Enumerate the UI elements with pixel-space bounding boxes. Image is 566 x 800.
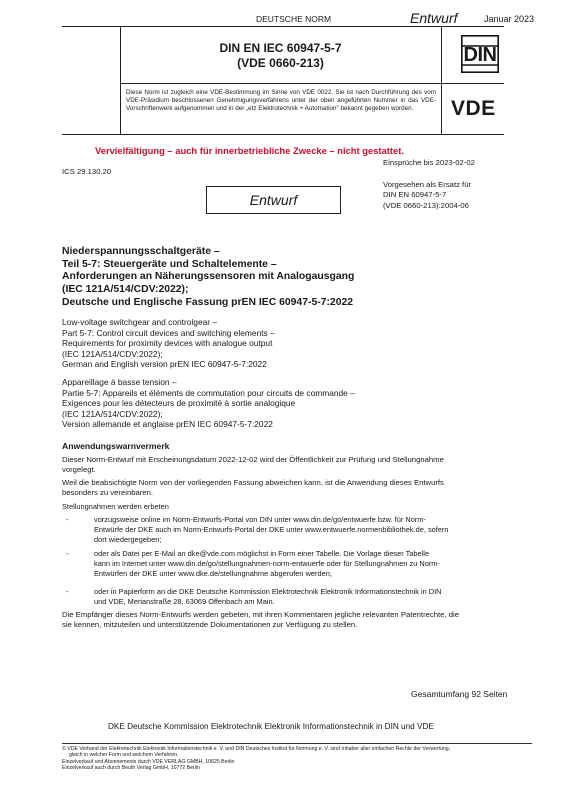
committee-name: DKE Deutsche Kommission Elektrotechnik Elektronik Informationstechnik in DIN und VDE	[108, 722, 434, 731]
notice-line: Weil die beabsichtigte Norm von der vorliegenden Fassung abweichen kann, ist die Anwendung dieses Entwurfs	[62, 478, 444, 487]
title-german-line: Teil 5-7: Steuergeräte und Schaltelemente –	[62, 258, 277, 270]
bullet-text	[94, 515, 550, 545]
header-bottom-rule	[62, 134, 504, 135]
bullet-dash: -	[66, 549, 69, 558]
bullet-line: Entwürfen der DKE unter www.dke.de/stellungnahme abgerufen werden;	[94, 569, 332, 578]
bullet-paper	[66, 587, 556, 609]
notice-line: Dieser Norm-Entwurf mit Erscheinungsdatum 2022-12-02 wird der Öffentlichkeit zur Prüfung und Stellungnahme	[62, 455, 444, 464]
bullet-line: dort wiedergegeben;	[94, 535, 162, 544]
title-english-line: (IEC 121A/514/CDV:2022);	[62, 348, 163, 359]
status-label: Entwurf	[410, 10, 458, 26]
comments-request: Stellungnahmen werden erbeten	[62, 502, 169, 511]
notice-line: besonders zu vereinbaren.	[62, 488, 154, 497]
norm-label: DEUTSCHE NORM	[256, 14, 332, 24]
bullet-dash: -	[66, 587, 69, 596]
bullet-text	[94, 587, 550, 607]
replacement-line: (VDE 0660-213):2004-06	[383, 200, 469, 210]
din-logo	[461, 35, 499, 73]
title-german-line: Deutsche und Englische Fassung prEN IEC 60947-5-7:2022	[62, 296, 354, 308]
total-pages: Gesamtumfang 92 Seiten	[411, 689, 508, 699]
document-number: DIN EN IEC 60947-5-7	[219, 41, 342, 55]
header-top-rule	[62, 26, 504, 27]
vde-logo: VDE	[451, 97, 496, 120]
title-german-line: Anforderungen an Näherungssensoren mit Analogausgang	[62, 271, 355, 283]
footer-line: © VDE Verband der Elektrotechnik Elektronik Informationstechnik e. V. und DIN Deutsches Institut für Normung e. V. sind Inhaber aller einfachen Rechte der Verwertung,	[62, 746, 451, 752]
vde-notice: Diese Norm ist zugleich eine VDE-Bestimmung im Sinne von VDE 0022. Sie ist nach Durchführung des vom VDE-Präsidium beschlossenen Genehmigungsverfahrens unter der oben angeführten Nummer in das VDE-Vorschriftenwerk aufgenommen und in der „etz Elektrotechnik + Automation" bekannt gegeben worden.	[126, 89, 436, 113]
bullet-line: kann im Internet unter www.din.de/go/stellungnahmen-norm-entwuerfe oder für Stellungnahmen zu Norm-	[94, 559, 440, 568]
footer-line: Einzelverkauf auch durch Beuth Verlag GmbH, 10772 Berlin	[62, 765, 200, 772]
bullet-line: vorzugsweise online im Norm-Entwurfs-Portal von DIN unter www.din.de/go/entwuerfe bzw. für Norm-	[94, 515, 426, 524]
patent-paragraph	[62, 610, 537, 630]
bullet-line: Entwürfe der DKE auch im Norm-Entwurfs-Portal der DKE unter www.entwuerfe.normenbibliothek.de, sofern	[94, 525, 449, 534]
title-english-line: Part 5-7: Control circuit devices and switching elements –	[62, 327, 275, 338]
title-english-line: German and English version prEN IEC 60947-5-7:2022	[62, 359, 267, 370]
header-mid-rule	[120, 83, 504, 84]
issue-date: Januar 2023	[484, 14, 535, 24]
footer-line: Einzelverkauf und Abonnements durch VDE VERLAG GMBH, 10625 Berlin	[62, 758, 235, 765]
replacement-info	[383, 180, 471, 211]
bullet-text	[94, 549, 550, 579]
notice-line: vorgelegt.	[62, 465, 96, 474]
ics-code: ICS 29.130.20	[62, 167, 112, 176]
footer-line: gleich in welcher Form und welchem Verfahren.	[69, 752, 179, 759]
document-number-block	[120, 41, 441, 71]
bullet-line: und VDE, Merianstraße 28, 63069 Offenbach am Main.	[94, 597, 275, 606]
bullet-email	[66, 549, 556, 581]
objection-deadline: Einsprüche bis 2023-02-02	[383, 158, 475, 167]
title-english	[62, 317, 522, 370]
title-german	[62, 246, 522, 310]
title-french	[62, 377, 532, 430]
bullet-dash: -	[66, 515, 69, 524]
notice-heading: Anwendungswarnvermerk	[62, 441, 170, 451]
notice-paragraph-1	[62, 455, 532, 475]
bullet-line: oder in Papierform an die DKE Deutsche Kommission Elektrotechnik Elektronik Informationstechnik in DIN	[94, 587, 442, 596]
copy-warning: Vervielfältigung – auch für innerbetriebliche Zwecke – nicht gestattet.	[95, 145, 404, 156]
title-german-line: (IEC 121A/514/CDV:2022);	[62, 284, 189, 296]
notice-paragraph-2	[62, 478, 532, 498]
header-right-divider	[441, 26, 442, 134]
title-english-line: Low-voltage switchgear and controlgear –	[62, 317, 218, 327]
notice-line: Die Empfänger dieses Norm-Entwurfs werden gebeten, mit ihren Kommentaren jegliche relevanten Patentrechte, die	[62, 610, 459, 619]
footer-copyright	[62, 746, 542, 772]
title-french-line: Partie 5-7: Appareils et éléments de commutation pour circuits de commande –	[62, 387, 355, 398]
draft-box-label: Entwurf	[249, 192, 298, 208]
draft-box	[206, 186, 341, 214]
din-logo-text: DIN	[463, 44, 497, 66]
replacement-line: DIN EN 60947-5-7	[383, 190, 447, 200]
vde-number: (VDE 0660-213)	[237, 56, 324, 70]
footer-rule	[62, 743, 532, 744]
notice-line: sie kennen, mitzuteilen und unterstützende Dokumentationen zur Verfügung zu stellen.	[62, 620, 358, 629]
title-french-line: (IEC 121A/514/CDV:2022);	[62, 408, 163, 419]
title-german-line: Niederspannungsschaltgeräte –	[62, 246, 220, 257]
bullet-online-portal	[66, 515, 556, 547]
replacement-line: Vorgesehen als Ersatz für	[383, 180, 472, 189]
bullet-line: oder als Datei per E-Mail an dke@vde.com möglichst in Form einer Tabelle. Die Vorlage dieser Tabelle	[94, 549, 430, 558]
title-french-line: Exigences pour les détecteurs de proximité à sortie analogique	[62, 398, 296, 409]
title-french-line: Appareillage à basse tension –	[62, 377, 177, 387]
title-french-line: Version allemande et anglaise prEN IEC 60947-5-7:2022	[62, 419, 273, 430]
title-english-line: Requirements for proximity devices with analogue output	[62, 338, 273, 349]
